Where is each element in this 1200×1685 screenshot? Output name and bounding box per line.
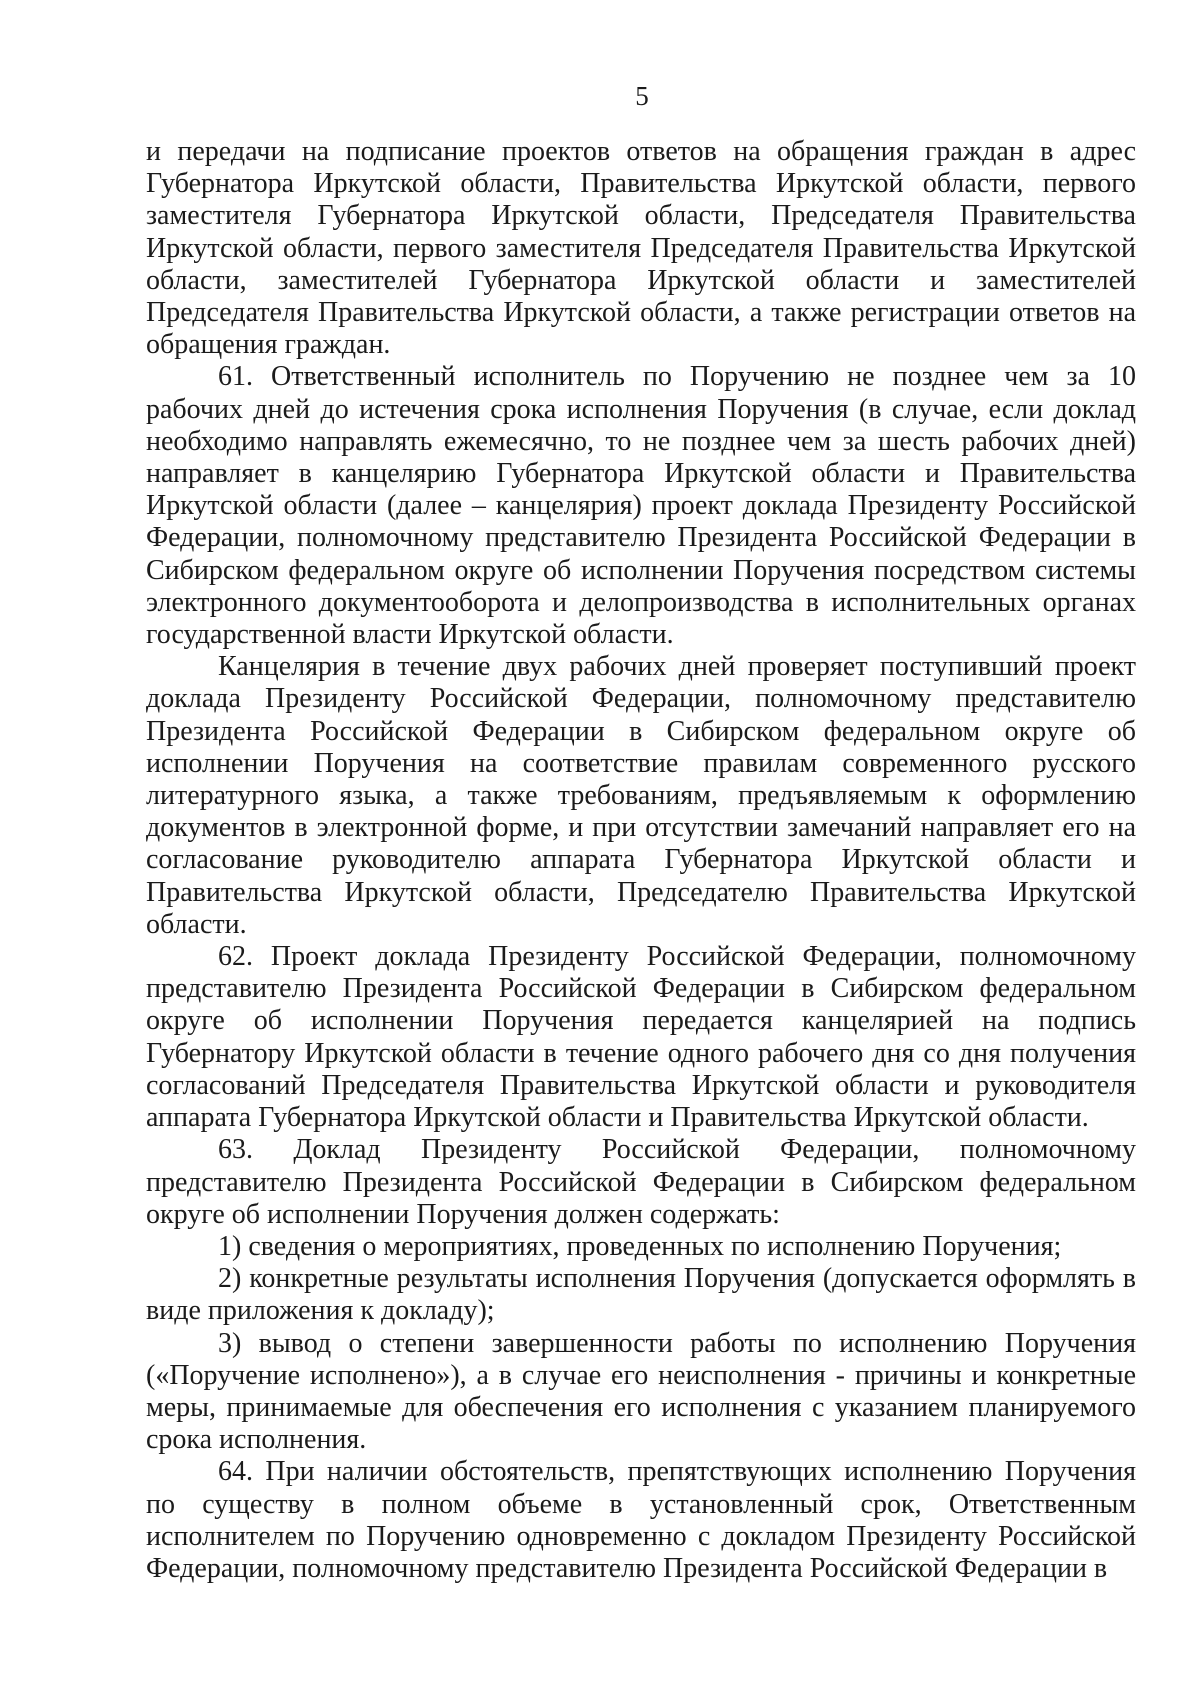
paragraph-chancellery-check: Канцелярия в течение двух рабочих дней проверяет поступивший проект доклада Президенту Российской Федерации, полномочному представителю Президента Российской Федерации в Сибирском федеральном округе об исполнении Поручения на соответствие правилам современного русского литературного языка, а также требованиям, предъявляемым к оформлению документов в электронной форме, и при отсутствии замечаний направляет его на согласование руководителю аппарата Губернатора Иркутской области и Правительства Иркутской области, Председателю Правительства Иркутской области. (146, 651, 1136, 940)
paragraph-continuation: и передачи на подписание проектов ответов на обращения граждан в адрес Губернатора Иркутской области, Правительства Иркутской области, первого заместителя Губернатора Иркутской области, Председателя Правительства Иркутской области, первого заместителя Председателя Правительства Иркутской области, заместителей Губернатора Иркутской области и заместителей Председателя Правительства Иркутской области, а также регистрации ответов на обращения граждан. (146, 136, 1136, 361)
paragraph-62: 62. Проект доклада Президенту Российской Федерации, полномочному представителю Президента Российской Федерации в Сибирском федеральном округе об исполнении Поручения передается канцелярией на подпись Губернатору Иркутской области в течение одного рабочего дня со дня получения согласований Председателя Правительства Иркутской области и руководителя аппарата Губернатора Иркутской области и Правительства Иркутской области. (146, 941, 1136, 1134)
page-number: 5 (635, 81, 649, 111)
document-body (146, 136, 1136, 1585)
paragraph-64: 64. При наличии обстоятельств, препятствующих исполнению Поручения по существу в полном объеме в установленный срок, Ответственным исполнителем по Поручению одновременно с докладом Президенту Российской Федерации, полномочному представителю Президента Российской Федерации в (146, 1456, 1136, 1584)
list-item-3: 3) вывод о степени завершенности работы по исполнению Поручения («Поручение исполнено»), а в случае его неисполнения - причины и конкретные меры, принимаемые для обеспечения его исполнения с указанием планируемого срока исполнения. (146, 1327, 1136, 1456)
paragraph-63: 63. Доклад Президенту Российской Федерации, полномочному представителю Президента Российской Федерации в Сибирском федеральном округе об исполнении Поручения должен содержать: (146, 1134, 1136, 1230)
list-item-1: 1) сведения о мероприятиях, проведенных по исполнению Поручения; (218, 1230, 1062, 1262)
paragraph-61: 61. Ответственный исполнитель по Поручению не позднее чем за 10 рабочих дней до истечения срока исполнения Поручения (в случае, если доклад необходимо направлять ежемесячно, то не позднее чем за шесть рабочих дней) направляет в канцелярию Губернатора Иркутской области и Правительства Иркутской области (далее – канцелярия) проект доклада Президенту Российской Федерации, полномочному представителю Президента Российской Федерации в Сибирском федеральном округе об исполнении Поручения посредством системы электронного документооборота и делопроизводства в исполнительных органах государственной власти Иркутской области. (146, 361, 1136, 651)
list-item-2: 2) конкретные результаты исполнения Поручения (допускается оформлять в виде приложения к докладу); (146, 1263, 1136, 1327)
